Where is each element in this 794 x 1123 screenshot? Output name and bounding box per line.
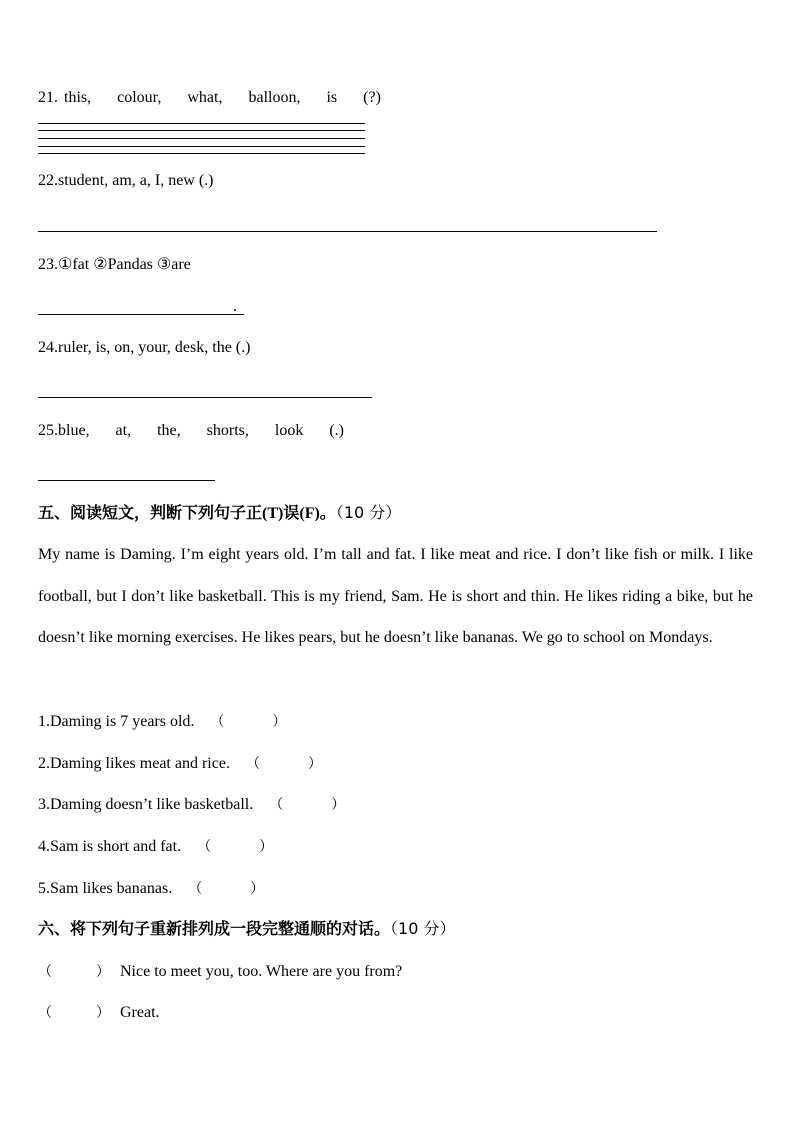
tf-item-5-answer-blank[interactable]: （ ） (188, 881, 265, 897)
dialogue-line-1-answer-blank[interactable]: （ ） (38, 964, 110, 980)
tf-item-2-text: 2.Daming likes meat and rice. (38, 755, 230, 772)
q21-word-5: is (326, 89, 338, 106)
q21-word-6: (?) (363, 89, 381, 106)
q21-answer-line-1[interactable] (38, 123, 365, 124)
q21-answer-line-5[interactable] (38, 153, 365, 154)
q21-word-3: what, (187, 89, 223, 106)
tf-item-3 (38, 794, 345, 814)
q23-answer-line[interactable] (38, 314, 244, 315)
dialogue-line-2 (38, 1002, 160, 1022)
q21-answer-line-3[interactable] (38, 138, 365, 139)
dialogue-line-1 (38, 961, 402, 981)
tf-item-5-text: 5.Sam likes bananas. (38, 880, 173, 897)
q21-answer-line-2[interactable] (38, 130, 365, 131)
question-22: 22.student, am, a, I, new (.) (38, 172, 214, 189)
section-5-false-mark: (F) (299, 505, 320, 522)
question-23: 23.①fat ②Pandas ③are (38, 256, 191, 273)
tf-item-3-text: 3.Daming doesn’t like basketball. (38, 796, 254, 813)
tf-item-3-answer-blank[interactable]: （ ） (269, 797, 346, 813)
q21-word-1: this, (64, 89, 92, 106)
q25-word-5: (.) (329, 422, 344, 439)
dialogue-line-2-answer-blank[interactable]: （ ） (38, 1005, 110, 1021)
section-6-title: 六、将下列句子重新排列成一段完整通顺的对话。 (38, 919, 391, 938)
tf-item-4 (38, 836, 273, 856)
q21-word-2: colour, (117, 89, 162, 106)
tf-item-4-text: 4.Sam is short and fat. (38, 838, 182, 855)
tf-item-4-answer-blank[interactable]: （ ） (197, 839, 274, 855)
section-5-title-end: 。 (319, 503, 336, 522)
q25-answer-line[interactable] (38, 480, 215, 481)
question-25 (38, 421, 344, 441)
q23-period: . (233, 298, 237, 315)
tf-item-1-text: 1.Daming is 7 years old. (38, 713, 195, 730)
q24-answer-line[interactable] (38, 397, 372, 398)
q21-word-4: balloon, (248, 89, 301, 106)
section-6-heading (38, 919, 455, 939)
q25-word-3: shorts, (206, 422, 249, 439)
tf-item-1-answer-blank[interactable]: （ ） (210, 714, 287, 730)
q21-number: 21. (38, 89, 58, 106)
section-5-title: 五、阅读短文，判断下列句子正 (38, 503, 263, 522)
q21-answer-line-4[interactable] (38, 146, 365, 147)
section-5-title-mid: 误 (283, 503, 300, 522)
q25-number: 25.blue, (38, 422, 90, 439)
tf-item-2 (38, 753, 322, 773)
section-5-true-mark: (T) (262, 505, 284, 522)
question-24: 24.ruler, is, on, your, desk, the (.) (38, 339, 251, 356)
tf-item-2-answer-blank[interactable]: （ ） (245, 756, 322, 772)
q22-answer-line[interactable] (38, 231, 657, 232)
section-5-heading (38, 503, 401, 524)
q25-word-2: the, (157, 422, 181, 439)
dialogue-line-2-text: Great. (120, 1004, 160, 1021)
section-6-score: （10 分） (390, 919, 456, 938)
section-5-score: （10 分） (335, 503, 402, 522)
q25-word-1: at, (115, 422, 132, 439)
q25-word-4: look (274, 422, 304, 439)
reading-passage: My name is Daming. I’m eight years old. I’m tall and fat. I like meat and rice. I don’t like fish or milk. I like football, but I don’t like basketball. This is my friend, Sam. He is short and thin. He likes riding a bike, but he doesn’t like morning exercises. He likes pears, but he doesn’t like bananas. We go to school on Mondays. (38, 546, 753, 647)
tf-item-5 (38, 878, 264, 898)
question-21 (38, 88, 381, 108)
dialogue-line-1-text: Nice to meet you, too. Where are you from? (120, 963, 403, 980)
tf-item-1 (38, 711, 286, 731)
